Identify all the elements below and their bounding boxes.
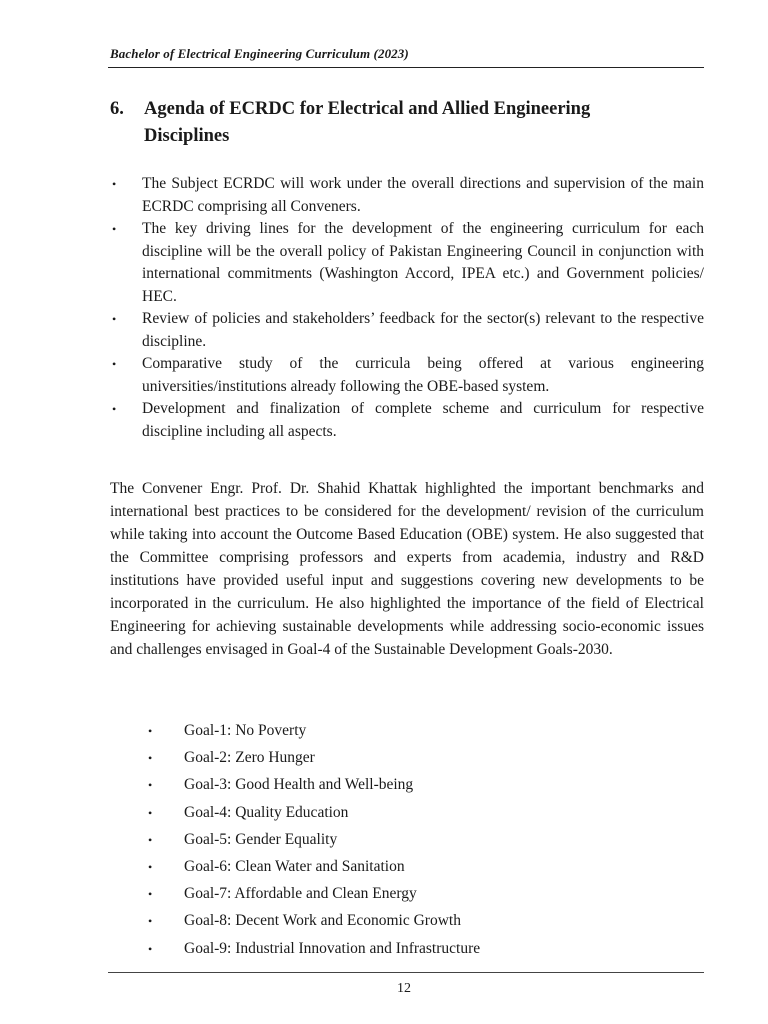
goal-item-text: Goal-1: No Poverty <box>184 722 307 739</box>
section-heading-line1 <box>110 96 704 123</box>
bullet-icon: • <box>148 859 153 874</box>
agenda-item <box>110 398 704 443</box>
agenda-item <box>110 308 704 353</box>
bullet-icon: • <box>112 402 117 416</box>
bullet-icon: • <box>148 941 153 956</box>
agenda-item-text: The key driving lines for the development of the engineering curriculum for each discipline will be the overall policy of Pakistan Engineering Council in conjunction with international commitments (Washington Accord, IPEA etc.) and Government policies/ HEC. <box>142 220 704 305</box>
goal-item-text: Goal-3: Good Health and Well-being <box>184 776 414 794</box>
goal-item-text: Goal-7: Affordable and Clean Energy <box>184 885 417 903</box>
goal-item-text: Goal-6: Clean Water and Sanitation <box>184 857 405 875</box>
agenda-item-text: Development and finalization of complete scheme and curriculum for respective discipline including all aspects. <box>142 400 704 440</box>
bullet-icon: • <box>148 751 153 766</box>
sdg-goal-list <box>146 720 686 965</box>
goal-item <box>146 802 686 829</box>
goal-item-text: Goal-2: Zero Hunger <box>184 749 315 767</box>
section-title-line2: Disciplines <box>144 126 230 146</box>
section-number: 6. <box>110 99 124 119</box>
goal-item-text: Goal-8: Decent Work and Economic Growth <box>184 912 461 930</box>
agenda-item <box>110 353 704 398</box>
agenda-item-text: Review of policies and stakeholders’ feedback for the sector(s) relevant to the respective discipline. <box>142 310 704 350</box>
goal-item-text: Goal-5: Gender Equality <box>184 830 338 848</box>
agenda-item-text: The Subject ECRDC will work under the overall directions and supervision of the main ECRDC comprising all Conveners. <box>142 175 704 215</box>
goal-item <box>146 856 686 883</box>
bullet-icon: • <box>148 778 153 793</box>
goal-item-text: Goal-4: Quality Education <box>184 803 349 821</box>
running-header: Bachelor of Electrical Engineering Curriculum (2023) <box>110 46 409 61</box>
agenda-item-text: Comparative study of the curricula being offered at various engineering universities/institutions already following the OBE-based system. <box>142 355 704 395</box>
bullet-icon: • <box>148 832 153 847</box>
goal-item <box>146 883 686 910</box>
bullet-icon: • <box>148 805 153 820</box>
agenda-item <box>110 218 704 308</box>
section-heading <box>110 96 704 150</box>
page-number: 12 <box>397 981 411 996</box>
header-rule <box>108 67 704 68</box>
bullet-icon: • <box>112 177 117 191</box>
agenda-list <box>110 173 704 443</box>
bullet-icon: • <box>148 724 153 738</box>
bullet-icon: • <box>112 312 117 326</box>
goal-item <box>146 747 686 774</box>
goal-item <box>146 720 686 747</box>
goal-item <box>146 829 686 856</box>
goal-item <box>146 910 686 937</box>
agenda-item <box>110 173 704 218</box>
goal-item-text: Goal-9: Industrial Innovation and Infrastructure <box>184 939 481 957</box>
goal-item <box>146 938 686 965</box>
bullet-icon: • <box>148 887 153 902</box>
goal-item <box>146 774 686 801</box>
section-title-line1: Agenda of ECRDC for Electrical and Allied Engineering <box>144 99 591 119</box>
footer-rule <box>108 972 704 973</box>
body-paragraph: The Convener Engr. Prof. Dr. Shahid Khattak highlighted the important benchmarks and international best practices to be considered for the development/ revision of the curriculum while taking into account the Outcome Based Education (OBE) system. He also suggested that the Committee comprising professors and experts from academia, industry and R&D institutions have provided useful input and suggestions covering new developments to be incorporated in the curriculum. He also highlighted the importance of the field of Electrical Engineering for achieving sustainable developments while addressing socio-economic issues and challenges envisaged in Goal-4 of the Sustainable Development Goals-2030. <box>110 480 704 658</box>
bullet-icon: • <box>112 357 117 371</box>
bullet-icon: • <box>112 222 117 236</box>
bullet-icon: • <box>148 914 153 929</box>
